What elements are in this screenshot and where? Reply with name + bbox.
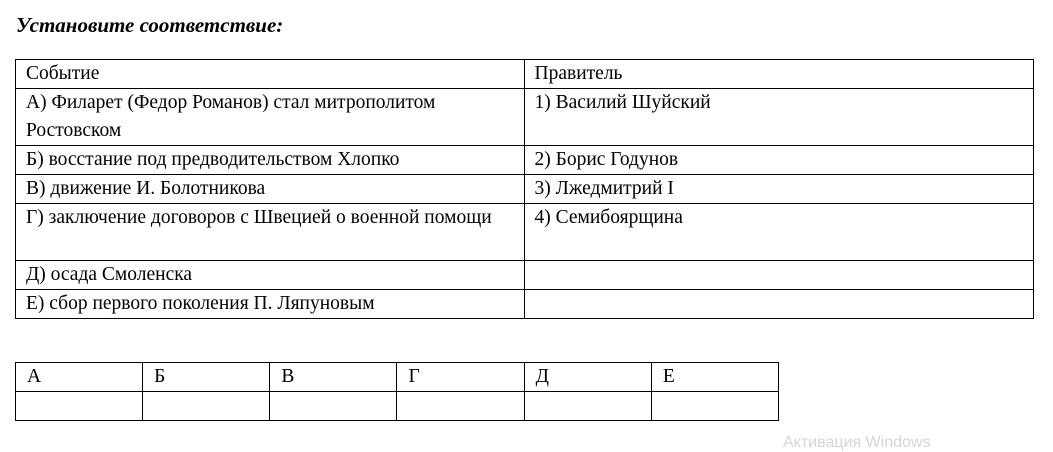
- answer-cell-b[interactable]: [143, 392, 270, 421]
- answer-header-cell: Е: [651, 363, 778, 392]
- table-row: [16, 146, 1034, 175]
- ruler-cell: 2) Борис Годунов: [524, 146, 1033, 175]
- table-row: [16, 290, 1034, 319]
- answer-header-row: [16, 363, 779, 392]
- ruler-cell: 3) Лжедмитрий I: [524, 175, 1033, 204]
- ruler-cell: [524, 261, 1033, 290]
- windows-activation-watermark: Активация Windows: [783, 434, 931, 451]
- matching-table: [15, 59, 1034, 319]
- answer-header-cell: А: [16, 363, 143, 392]
- table-row: [16, 175, 1034, 204]
- answer-input-row: [16, 392, 779, 421]
- event-cell: Д) осада Смоленска: [16, 261, 525, 290]
- table-row: [16, 261, 1034, 290]
- answer-table: [15, 362, 779, 421]
- table-row: [16, 89, 1034, 146]
- header-cell-ruler: Правитель: [524, 60, 1033, 89]
- event-cell: Б) восстание под предводительством Хлопко: [16, 146, 525, 175]
- ruler-cell: 4) Семибоярщина: [524, 204, 1033, 261]
- answer-cell-v[interactable]: [270, 392, 397, 421]
- answer-header-cell: Г: [397, 363, 524, 392]
- answer-header-cell: В: [270, 363, 397, 392]
- event-cell: Е) сбор первого поколения П. Ляпуновым: [16, 290, 525, 319]
- answer-cell-e[interactable]: [651, 392, 778, 421]
- header-cell-event: Событие: [16, 60, 525, 89]
- event-cell: Г) заключение договоров с Швецией о военной помощи: [16, 204, 525, 261]
- table-row: [16, 204, 1034, 261]
- answer-header-cell: Д: [524, 363, 651, 392]
- table-header-row: [16, 60, 1034, 89]
- event-cell: А) Филарет (Федор Романов) стал митрополитом Ростовском: [16, 89, 525, 146]
- answer-cell-d[interactable]: [524, 392, 651, 421]
- event-cell: В) движение И. Болотникова: [16, 175, 525, 204]
- ruler-cell: [524, 290, 1033, 319]
- answer-header-cell: Б: [143, 363, 270, 392]
- task-title: Установите соответствие:: [16, 13, 284, 37]
- ruler-cell: 1) Василий Шуйский: [524, 89, 1033, 146]
- answer-cell-a[interactable]: [16, 392, 143, 421]
- answer-cell-g[interactable]: [397, 392, 524, 421]
